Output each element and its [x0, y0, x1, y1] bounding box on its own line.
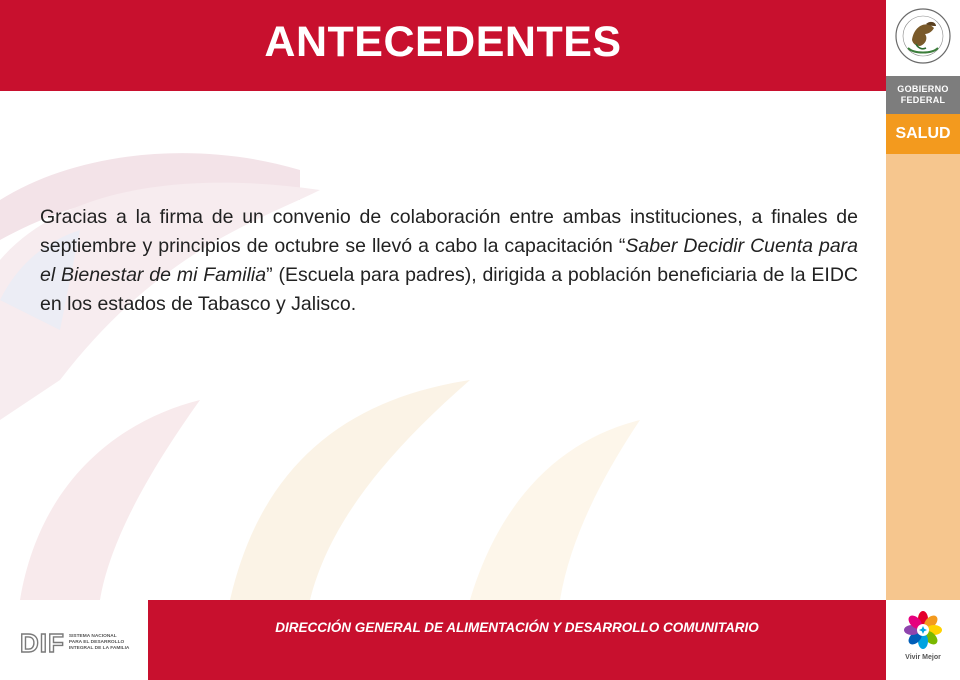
- dif-mark: DIF: [20, 628, 65, 658]
- paragraph-italic-title: Saber Decidir Cuenta para el Bienestar de mi Familia: [40, 235, 858, 286]
- salud-badge: [886, 114, 960, 154]
- gobierno-federal-badge: [886, 76, 960, 114]
- vivir-mejor-label: Vivir Mejor: [905, 654, 941, 661]
- body-paragraph: [40, 203, 858, 319]
- dif-subtitle-line: INTEGRAL DE LA FAMILIA: [68, 646, 130, 651]
- mexican-coat-of-arms-icon: [892, 4, 954, 70]
- dif-logo: [20, 628, 129, 658]
- dif-subtitle-line: SISTEMA NACIONAL: [68, 634, 117, 639]
- vivir-mejor-flower-icon: [903, 610, 943, 650]
- paragraph-text-start: Gracias a la firma de un convenio de colaboración entre ambas instituciones, a finales de septiembre y principios de octubre se llevó a cabo la capacitación “: [40, 206, 858, 257]
- slide-title: ANTECEDENTES: [264, 18, 622, 66]
- federal-label: FEDERAL: [900, 95, 946, 105]
- dif-subtitle: [69, 634, 130, 652]
- paragraph-text-end: ” (Escuela para padres), dirigida a población beneficiaria de la EIDC en los estados de Tabasco y Jalisco.: [40, 264, 858, 315]
- gobierno-label: GOBIERNO: [897, 84, 949, 94]
- salud-label: SALUD: [895, 125, 951, 142]
- footer-banner-text: DIRECCIÓN GENERAL DE ALIMENTACIÓN Y DESARROLLO COMUNITARIO: [275, 620, 759, 635]
- dif-subtitle-line: PARA EL DESARROLLO: [68, 640, 125, 645]
- footer-banner: [148, 600, 886, 680]
